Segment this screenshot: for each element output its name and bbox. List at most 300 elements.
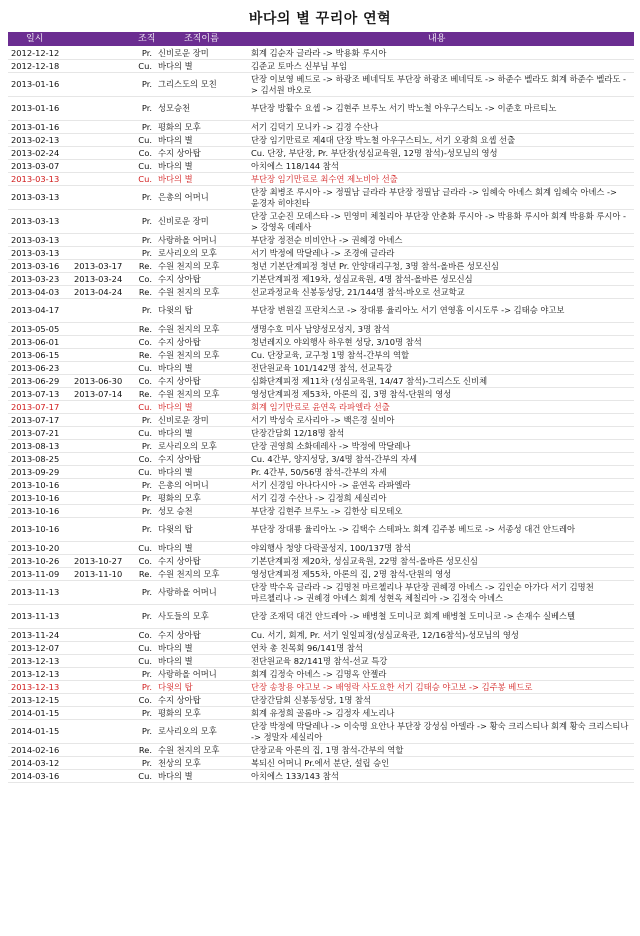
row-org-text: Pr. [141, 479, 152, 490]
row-date [11, 60, 75, 72]
row-org-name-text: 그리스도의 모친 [158, 79, 217, 89]
table-row [8, 375, 634, 388]
row-content [251, 414, 631, 426]
row-org [132, 720, 152, 743]
table-row [8, 681, 634, 694]
row-content-text: 단장 고순진 모데스타 -> 민영미 체칠리아 부단장 안춘화 루시아 -> 박용화 루시아 회계 박용화 루시아 -> 강영옥 데레사 [251, 210, 627, 232]
row-date [11, 134, 75, 146]
row-end-date [74, 173, 132, 185]
row-end-date [74, 286, 132, 298]
row-content-text: 청년레지오 야외행사 하우현 성당, 3/10명 참석 [251, 336, 422, 347]
row-org-name-text: 은총의 어머니 [158, 192, 209, 202]
row-content [251, 757, 631, 769]
row-org [132, 60, 152, 72]
table-row [8, 642, 634, 655]
row-end-date [74, 247, 132, 259]
row-org-name-text: 바다의 별 [158, 770, 193, 781]
row-content-text: 기본단계피정 제19차, 성심교육원, 4명 참석-올바른 성모신심 [251, 273, 473, 284]
row-content-text: 서기 박성숙 로사리아 -> 백은경 실비아 [251, 414, 395, 425]
row-content [251, 47, 631, 59]
row-end-date-text: 2013-10-27 [74, 555, 123, 566]
row-content [251, 260, 631, 272]
table-row [8, 757, 634, 770]
table-row [8, 505, 634, 518]
row-org-name [158, 757, 248, 769]
table-row [8, 414, 634, 427]
row-content [251, 492, 631, 504]
row-date [11, 694, 75, 706]
row-org-name [158, 388, 248, 400]
row-org-name [158, 234, 248, 246]
row-end-date [74, 323, 132, 335]
history-table [8, 47, 634, 783]
table-row [8, 744, 634, 757]
row-org-text: Re. [138, 388, 152, 399]
row-date [11, 707, 75, 719]
table-row [8, 73, 634, 97]
row-date-text: 2013-07-13 [11, 388, 60, 399]
row-end-date [74, 492, 132, 504]
table-row [8, 362, 634, 375]
row-date-text: 2013-06-01 [11, 336, 60, 347]
row-content [251, 160, 631, 172]
row-content [251, 681, 631, 693]
row-org-name-text: 신비로운 장미 [158, 47, 209, 58]
row-org-text: Cu. [138, 770, 152, 781]
row-org-text: Co. [138, 555, 152, 566]
row-content-text: 청년 기본단계피정 청년 Pr. 안양대리구청, 3명 참석-올바른 성모신심 [251, 260, 499, 271]
row-date [11, 336, 75, 348]
row-org [132, 414, 152, 426]
row-date-text: 2013-12-13 [11, 655, 60, 666]
row-date [11, 568, 75, 580]
row-content-text: 부단장 정전순 비비안나 -> 권혜경 아녜스 [251, 234, 403, 245]
row-org-text: Co. [138, 147, 152, 158]
row-org-text: Re. [138, 744, 152, 755]
row-org-text: Re. [138, 286, 152, 297]
row-end-date [74, 362, 132, 374]
row-org-name-text: 사랑하올 어머니 [158, 668, 217, 679]
row-date [11, 414, 75, 426]
row-date [11, 323, 75, 335]
row-org-text: Pr. [141, 247, 152, 258]
row-org-name-text: 바다의 별 [158, 655, 193, 666]
row-content-text: 단장 박수옥 글라라 -> 김명천 마르첼리나 부단장 권혜경 아녜스 -> 김인순 아가다 서기 김명천 마르첼리나 -> 권혜경 아녜스 회계 성현옥 체칠리아 -> 김정숙 아녜스 [251, 581, 594, 603]
row-content [251, 323, 631, 335]
row-org-name-text: 평화의 모후 [158, 707, 201, 718]
row-org-name-text: 로사리오의 모후 [158, 726, 217, 736]
row-content [251, 147, 631, 159]
row-org [132, 362, 152, 374]
row-content-text: 야외행사 청양 다락골성지, 100/137명 참석 [251, 542, 411, 553]
row-content [251, 134, 631, 146]
row-content [251, 668, 631, 680]
row-content-text: 복되신 어머니 Pr.에서 분단, 설립 승인 [251, 757, 390, 768]
row-org-name-text: 신비로운 장미 [158, 216, 209, 226]
row-end-date [74, 134, 132, 146]
row-org-text: Cu. [138, 60, 152, 71]
row-org-name [158, 173, 248, 185]
row-org-name [158, 47, 248, 59]
row-org-name-text: 신비로운 장미 [158, 414, 209, 425]
row-content-text: 부단장 임기만료로 최수연 제노비아 선출 [251, 173, 398, 184]
row-org-name [158, 401, 248, 413]
row-date [11, 362, 75, 374]
row-date [11, 518, 75, 541]
row-date-text: 2014-01-15 [11, 707, 60, 718]
row-org-text: Pr. [141, 757, 152, 768]
table-row [8, 336, 634, 349]
row-org [132, 388, 152, 400]
row-org-name [158, 505, 248, 517]
row-end-date [74, 555, 132, 567]
table-row [8, 60, 634, 73]
row-end-date-text: 2013-03-24 [74, 273, 123, 284]
row-org [132, 121, 152, 133]
row-org-name-text: 수원 천지의 모후 [158, 286, 220, 297]
row-content [251, 555, 631, 567]
table-row [8, 47, 634, 60]
row-end-date [74, 234, 132, 246]
row-org-name-text: 수지 상아탑 [158, 629, 201, 640]
row-org-name-text: 바다의 별 [158, 160, 193, 171]
row-content-text: 서기 김덕기 모니카 -> 김경 수산나 [251, 121, 379, 132]
row-date-text: 2013-11-24 [11, 629, 60, 640]
table-row [8, 286, 634, 299]
row-content-text: Cu. 서기, 회계, Pr. 서기 일일피정(성심교육관, 12/16참석)-성모님의 영성 [251, 629, 519, 640]
table-row [8, 186, 634, 210]
row-content [251, 542, 631, 554]
row-org [132, 707, 152, 719]
row-end-date [74, 542, 132, 554]
row-org-name [158, 642, 248, 654]
row-org [132, 401, 152, 413]
row-content-text: 부단장 장대룡 율리아노 -> 김택수 스테파노 회계 김주봉 베드로 -> 서종성 대건 안드레아 [251, 524, 576, 534]
row-org-text: Pr. [141, 587, 152, 597]
row-date-text: 2013-11-09 [11, 568, 60, 579]
page-title: 바다의 별 꾸리아 연혁 [248, 11, 392, 27]
row-org [132, 73, 152, 96]
row-date-text: 2013-09-29 [11, 466, 60, 477]
row-org-name [158, 479, 248, 491]
row-date [11, 401, 75, 413]
row-end-date [74, 466, 132, 478]
row-date-text: 2013-03-13 [11, 247, 60, 258]
row-org [132, 555, 152, 567]
row-org-name-text: 바다의 별 [158, 60, 193, 71]
row-org-name-text: 수지 상아탑 [158, 147, 201, 158]
row-date-text: 2013-07-21 [11, 427, 60, 438]
row-org-name [158, 134, 248, 146]
row-end-date [74, 605, 132, 628]
row-org [132, 349, 152, 361]
row-date [11, 505, 75, 517]
row-end-date [74, 97, 132, 120]
row-content-text: 단장 권영희 소화데레사 -> 박정에 막달레나 [251, 440, 411, 451]
row-date-text: 2013-01-16 [11, 121, 60, 132]
row-date-text: 2013-04-17 [11, 305, 60, 315]
row-org [132, 47, 152, 59]
row-date-text: 2012-12-12 [11, 47, 60, 58]
row-end-date [74, 440, 132, 452]
row-content-text: 영성단계피정 제53차, 아론의 집, 3명 참석-단원의 영성 [251, 388, 452, 399]
row-content [251, 286, 631, 298]
row-org-text: Pr. [141, 47, 152, 58]
row-content-text: 아치에스 118/144 참석 [251, 160, 339, 171]
row-org [132, 642, 152, 654]
row-org [132, 668, 152, 680]
row-org [132, 336, 152, 348]
row-date [11, 121, 75, 133]
row-date [11, 388, 75, 400]
row-content [251, 655, 631, 667]
row-org-text: Cu. [138, 362, 152, 373]
row-org-name-text: 다윗의 탑 [158, 305, 193, 315]
row-org-name [158, 427, 248, 439]
header-org-name: 조직이름 [184, 34, 219, 44]
row-org-text: Cu. [138, 134, 152, 145]
row-date [11, 47, 75, 59]
row-org-text: Pr. [141, 668, 152, 679]
row-date-text: 2012-12-18 [11, 60, 60, 71]
row-org-text: Re. [138, 568, 152, 579]
row-org-text: Pr. [141, 305, 152, 315]
row-end-date [74, 60, 132, 72]
row-org-name [158, 286, 248, 298]
row-org-name [158, 555, 248, 567]
table-row [8, 299, 634, 323]
row-org [132, 629, 152, 641]
row-org-name-text: 수원 천지의 모후 [158, 388, 220, 399]
table-row [8, 720, 634, 744]
row-end-date [74, 388, 132, 400]
table-row [8, 555, 634, 568]
row-org-name [158, 375, 248, 387]
row-org-text: Co. [138, 629, 152, 640]
row-org-text: Co. [138, 694, 152, 705]
row-org-text: Pr. [141, 681, 152, 692]
row-date [11, 375, 75, 387]
row-date-text: 2013-03-13 [11, 234, 60, 245]
row-date [11, 720, 75, 743]
row-date-text: 2013-03-23 [11, 273, 60, 284]
row-date [11, 655, 75, 667]
row-content-text: 생명수호 미사 남양성모성지, 3명 참석 [251, 323, 390, 334]
row-end-date [74, 629, 132, 641]
row-org-name-text: 은총의 어머니 [158, 479, 209, 490]
row-content [251, 234, 631, 246]
row-end-date [74, 427, 132, 439]
table-row [8, 260, 634, 273]
row-org-text: Cu. [138, 173, 152, 184]
table-row [8, 518, 634, 542]
row-content [251, 770, 631, 782]
table-row [8, 323, 634, 336]
row-content [251, 362, 631, 374]
row-org-text: Re. [138, 323, 152, 334]
row-org [132, 466, 152, 478]
row-org-name-text: 바다의 별 [158, 642, 193, 653]
table-row [8, 568, 634, 581]
row-date [11, 681, 75, 693]
row-end-date [74, 668, 132, 680]
row-org [132, 542, 152, 554]
row-date-text: 2013-06-29 [11, 375, 60, 386]
row-end-date [74, 694, 132, 706]
row-org [132, 505, 152, 517]
row-end-date [74, 757, 132, 769]
row-org-name [158, 440, 248, 452]
table-row [8, 770, 634, 783]
table-row [8, 466, 634, 479]
row-date [11, 440, 75, 452]
table-row [8, 388, 634, 401]
row-date-text: 2013-10-16 [11, 479, 60, 490]
row-org-name-text: 바다의 별 [158, 401, 193, 412]
row-end-date [74, 210, 132, 233]
row-org [132, 453, 152, 465]
row-date [11, 479, 75, 491]
row-org-text: Re. [138, 260, 152, 271]
row-org-text: Pr. [141, 192, 152, 202]
row-date [11, 581, 75, 604]
row-date-text: 2013-02-24 [11, 147, 60, 158]
row-org-name-text: 수원 천지의 모후 [158, 260, 220, 271]
row-org-name-text: 수원 천지의 모후 [158, 349, 220, 360]
row-end-date [74, 707, 132, 719]
table-row [8, 694, 634, 707]
row-date-text: 2013-12-07 [11, 642, 60, 653]
row-org-name-text: 수원 천지의 모후 [158, 568, 220, 579]
row-content-text: 단장 조재덕 대건 안드레아 -> 배병철 도미니코 회계 배병철 도미니코 -> 손재수 실베스텔 [251, 611, 576, 621]
row-org-text: Cu. [138, 427, 152, 438]
row-end-date [74, 453, 132, 465]
row-date [11, 186, 75, 209]
row-end-date [74, 581, 132, 604]
row-org-text: Re. [138, 349, 152, 360]
row-end-date [74, 336, 132, 348]
row-date [11, 757, 75, 769]
row-org-text: Pr. [141, 103, 152, 113]
row-content [251, 479, 631, 491]
row-content [251, 505, 631, 517]
row-date [11, 147, 75, 159]
row-org-name-text: 성모 승천 [158, 505, 193, 516]
row-date [11, 542, 75, 554]
row-org [132, 247, 152, 259]
row-org-name-text: 로사리오의 모후 [158, 440, 217, 451]
row-content [251, 121, 631, 133]
row-org-text: Co. [138, 273, 152, 284]
row-org-name [158, 414, 248, 426]
table-row [8, 707, 634, 720]
row-content-text: 단장 박정에 막달레나 -> 이숙명 요안나 부단장 강성심 아델라 -> 황숙 크리스티나 회계 황숙 크리스티나 -> 정말자 세실리아 [251, 720, 629, 742]
row-org-name-text: 수지 상아탑 [158, 694, 201, 705]
row-org-name [158, 518, 248, 541]
row-org-text: Co. [138, 336, 152, 347]
row-content-text: 아치에스 133/143 참석 [251, 770, 339, 781]
row-date [11, 247, 75, 259]
row-org-name-text: 수지 상아탑 [158, 375, 201, 386]
row-end-date [74, 479, 132, 491]
row-org-text: Co. [138, 375, 152, 386]
row-org [132, 134, 152, 146]
row-date-text: 2013-04-03 [11, 286, 60, 297]
row-content [251, 73, 631, 96]
row-date [11, 642, 75, 654]
row-date [11, 605, 75, 628]
row-date [11, 299, 75, 322]
row-end-date [74, 401, 132, 413]
row-end-date [74, 273, 132, 285]
row-org-name [158, 97, 248, 120]
row-end-date [74, 73, 132, 96]
row-end-date [74, 720, 132, 743]
row-content [251, 388, 631, 400]
row-org-name-text: 바다의 별 [158, 173, 193, 184]
row-org [132, 440, 152, 452]
table-row [8, 668, 634, 681]
row-org [132, 234, 152, 246]
row-date-text: 2013-03-13 [11, 173, 60, 184]
row-org-name-text: 수원 천지의 모후 [158, 744, 220, 755]
table-row [8, 605, 634, 629]
row-org-name [158, 323, 248, 335]
row-date-text: 2013-12-13 [11, 668, 60, 679]
header-org: 조직 [138, 34, 156, 44]
row-end-date-text: 2013-07-14 [74, 388, 123, 399]
row-date [11, 273, 75, 285]
row-org-name [158, 681, 248, 693]
row-content-text: 김준교 토마스 신부님 부임 [251, 60, 348, 71]
row-end-date [74, 681, 132, 693]
table-row [8, 427, 634, 440]
row-org [132, 186, 152, 209]
table-row [8, 479, 634, 492]
row-org-name [158, 655, 248, 667]
row-org [132, 655, 152, 667]
row-org [132, 744, 152, 756]
row-date [11, 210, 75, 233]
row-date [11, 427, 75, 439]
row-end-date [74, 642, 132, 654]
row-date-text: 2014-03-12 [11, 757, 60, 768]
table-row [8, 247, 634, 260]
row-content-text: 영성단계피정 제55차, 아론의 집, 2명 참석-단원의 영성 [251, 568, 452, 579]
row-content-text: 회계 김정숙 아녜스 -> 김명옥 안젤라 [251, 668, 387, 679]
row-date [11, 260, 75, 272]
row-org-name-text: 수지 상아탑 [158, 273, 201, 284]
row-org-name [158, 60, 248, 72]
row-end-date [74, 655, 132, 667]
row-org-text: Pr. [141, 505, 152, 516]
row-org [132, 375, 152, 387]
row-org-text: Pr. [141, 414, 152, 425]
row-org-name [158, 362, 248, 374]
row-content [251, 401, 631, 413]
row-org-text: Cu. [138, 542, 152, 553]
row-date-text: 2013-06-15 [11, 349, 60, 360]
row-content-text: 단장 송창용 야고보 -> 배영락 사도요한 서기 김태승 야고보 -> 김주봉 베드로 [251, 681, 533, 692]
row-date [11, 234, 75, 246]
row-org-text: Pr. [141, 726, 152, 736]
row-date [11, 160, 75, 172]
row-org-name [158, 186, 248, 209]
row-org-text: Pr. [141, 611, 152, 621]
row-org-name-text: 다윗의 탑 [158, 524, 193, 534]
row-end-date [74, 568, 132, 580]
row-end-date-text: 2013-06-30 [74, 375, 123, 386]
